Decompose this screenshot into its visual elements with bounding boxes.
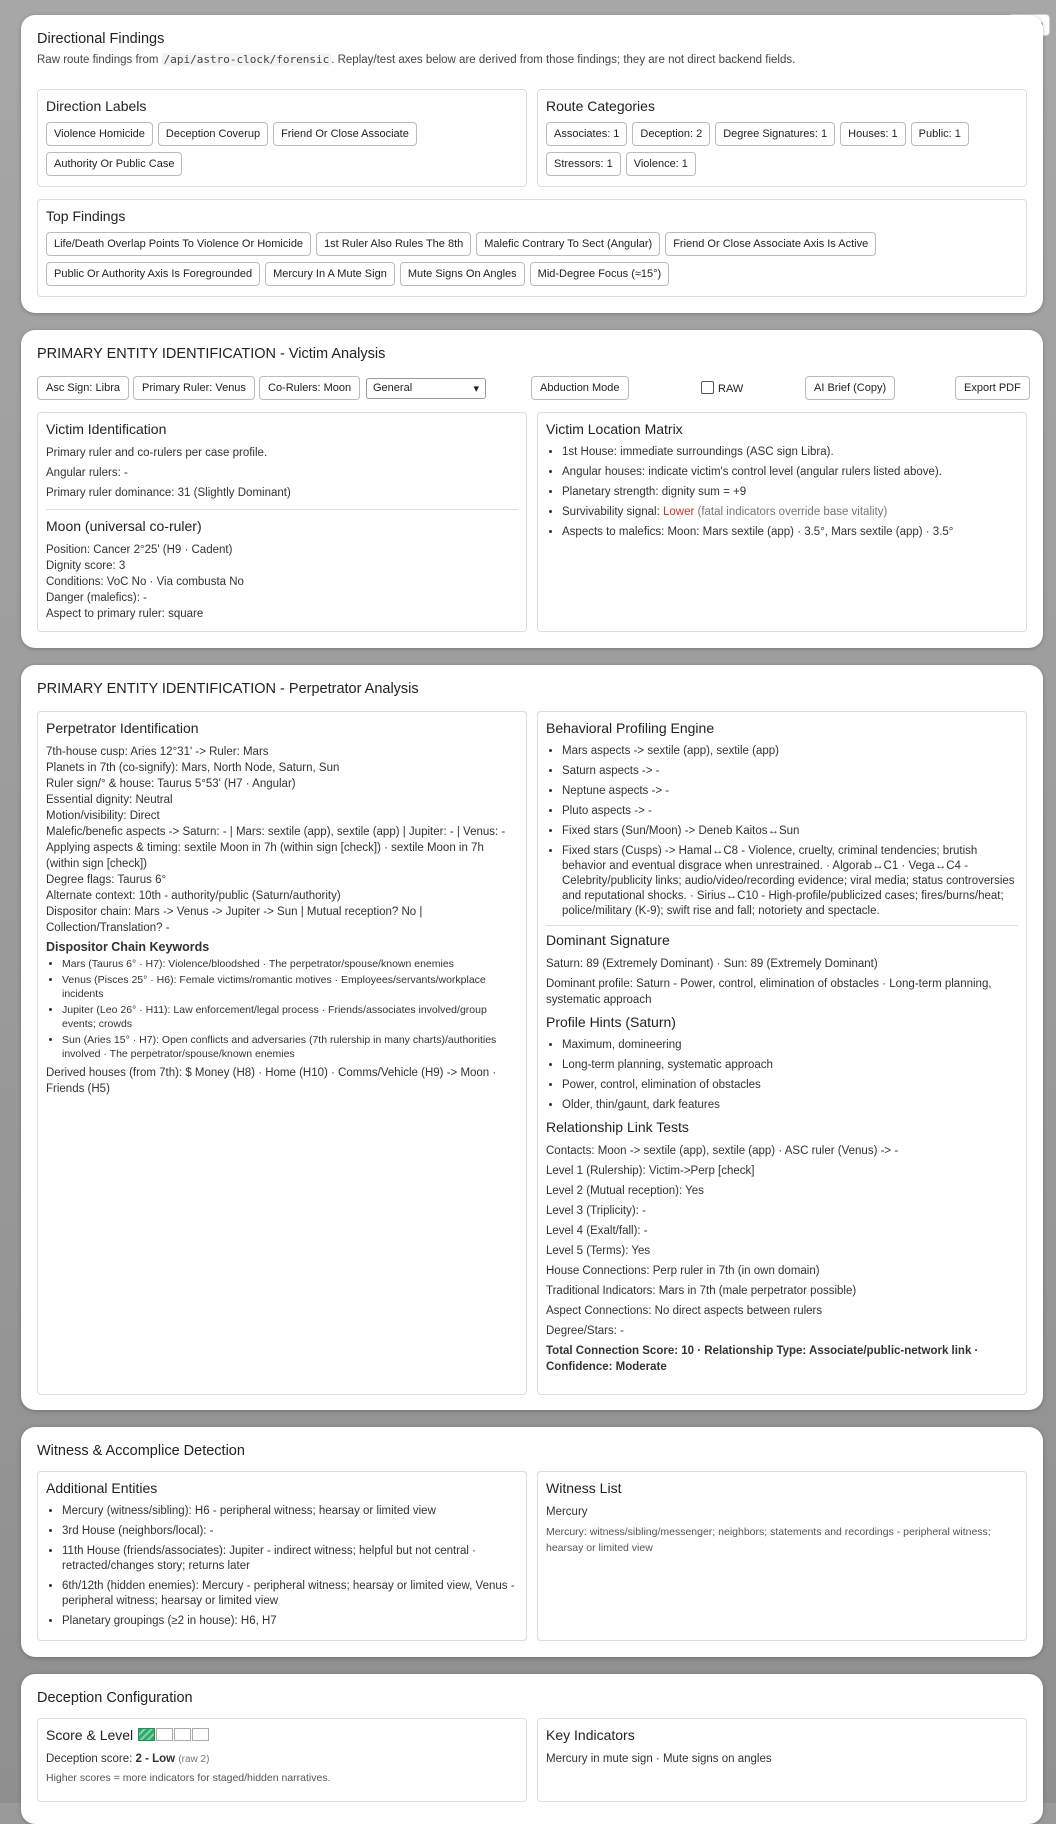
perp-line: 7th-house cusp: Aries 12°31' -> Ruler: Mars: [46, 746, 269, 758]
perp-line: Degree flags: Taurus 6°: [46, 874, 167, 886]
witness-title: Witness & Accomplice Detection: [37, 1443, 245, 1459]
location-title: Victim Location Matrix: [546, 421, 683, 437]
victim-ident-line: Primary ruler and co-rulers per case profile.: [46, 447, 268, 459]
relationship-title: Relationship Link Tests: [546, 1119, 689, 1135]
deception-title: Deception Configuration: [37, 1690, 193, 1706]
checkbox-icon: [701, 381, 714, 394]
moon-line: Danger (malefics): -: [46, 592, 147, 604]
relationship-line: Traditional Indicators: Mars in 7th (male perpetrator possible): [546, 1285, 857, 1297]
primary-ruler-chip[interactable]: Primary Ruler: Venus: [133, 376, 255, 400]
key-title: Key Indicators: [546, 1727, 635, 1743]
chain-list: [46, 957, 518, 1061]
relationship-line: Degree/Stars: -: [546, 1325, 624, 1337]
derived-houses: Derived houses (from 7th): $ Money (H8) · Home (H10) · Comms/Vehicle (H9) -> Moon · Friends (H5): [46, 1067, 497, 1095]
perp-line: Applying aspects & timing: sextile Moon in 7h (within sign [check]) · sextile Moon in 7h (within sign [check]): [46, 842, 484, 870]
co-rulers-chip[interactable]: Co-Rulers: Moon: [259, 376, 360, 400]
behavioral-list: [546, 744, 1018, 919]
top-finding-chip[interactable]: Malefic Contrary To Sect (Angular): [476, 232, 660, 256]
top-finding-chip[interactable]: Life/Death Overlap Points To Violence Or Homicide: [46, 232, 311, 256]
chain-item: • Sun (Aries 15° · H7): Open conflicts and adversaries (7th rulership in many charts)/authorities involved · The perpetrator/spouse/known enemies: [62, 1033, 518, 1061]
additional-item: • 6th/12th (hidden enemies): Mercury - peripheral witness; hearsay or limited view, Venus - peripheral witness; hearsay or limited view: [62, 1579, 518, 1609]
direction-label-chip[interactable]: Violence Homicide: [46, 122, 153, 146]
dominant-line: Saturn: 89 (Extremely Dominant) · Sun: 89 (Extremely Dominant): [546, 958, 878, 970]
behavioral-item: • Mars aspects -> sextile (app), sextile (app): [562, 744, 1018, 759]
behavioral-profiling-box: [537, 711, 1027, 1395]
witness-desc: Mercury: witness/sibling/messenger; neighbors; statements and recordings - peripheral witness; hearsay or limited view: [546, 1526, 991, 1554]
hint-item: • Power, control, elimination of obstacles: [562, 1078, 1018, 1093]
perp-line: Essential dignity: Neutral: [46, 794, 173, 806]
location-item: • Survivability signal: Lower (fatal indicators override base vitality): [562, 505, 1018, 520]
hint-item: • Long-term planning, systematic approach: [562, 1058, 1018, 1073]
score-title: Score & Level: [46, 1727, 518, 1743]
moon-line: Aspect to primary ruler: square: [46, 608, 204, 620]
ai-brief-button[interactable]: AI Brief (Copy): [805, 376, 895, 400]
hint-item: • Older, thin/gaunt, dark features: [562, 1098, 1018, 1113]
perp-line: Motion/visibility: Direct: [46, 810, 160, 822]
route-categories-title: Route Categories: [546, 98, 655, 114]
behavioral-item: • Fixed stars (Sun/Moon) -> Deneb Kaitos↔Sun: [562, 824, 1018, 839]
moon-title: Moon (universal co-ruler): [46, 518, 202, 534]
direction-labels-box: [37, 89, 527, 187]
perp-identification-box: [37, 711, 527, 1395]
behavioral-item: • Pluto aspects -> -: [562, 804, 1018, 819]
relationship-line: Level 1 (Rulership): Victim->Perp [check]: [546, 1165, 755, 1177]
location-item: • Aspects to malefics: Moon: Mars sextile (app) · 3.5°, Mars sextile (app) · 3.5°: [562, 525, 1018, 540]
top-findings-title: Top Findings: [46, 208, 126, 224]
level-segment: [138, 1728, 155, 1741]
behavioral-item: • Fixed stars (Cusps) -> Hamal↔C8 - Violence, cruelty, criminal tendencies; brutish behavior and eventual disgrace when unrestrained. · Algorab↔C1 · Vega↔C4 - Celebrity/publicity links; audio/video/recording evidence; viral media; status controversies and reputational shocks. · Sirius↔C10 - High-profile/publicized cases; fires/burns/heat; police/military (K-9); swift rise and fall; notoriety and spectacle.: [562, 844, 1018, 919]
perp-line: Dispositor chain: Mars -> Venus -> Jupiter -> Sun | Mutual reception? No | Collection/Translation? -: [46, 906, 423, 934]
dominant-profile: Dominant profile: Saturn - Power, control, elimination of obstacles · Long-term planning, systematic approach: [546, 978, 992, 1006]
chain-item: • Venus (Pisces 25° · H6): Female victims/romantic motives · Employees/servants/workplace incidents: [62, 973, 518, 1001]
perp-line: Ruler sign/° & house: Taurus 5°53' (H7 · Angular): [46, 778, 296, 790]
direction-label-chip[interactable]: Friend Or Close Associate: [273, 122, 417, 146]
route-category-chip[interactable]: Violence: 1: [626, 152, 696, 176]
route-categories-box: [537, 89, 1027, 187]
victim-identification-box: [37, 412, 527, 632]
relationship-line: Level 5 (Terms): Yes: [546, 1245, 651, 1257]
location-item: • 1st House: immediate surroundings (ASC sign Libra).: [562, 445, 1018, 460]
chevron-down-icon: ▾: [473, 383, 479, 395]
level-segment: [174, 1728, 191, 1741]
dominant-title: Dominant Signature: [546, 932, 670, 948]
top-finding-chip[interactable]: 1st Ruler Also Rules The 8th: [316, 232, 471, 256]
perp-line: Planets in 7th (co-signify): Mars, North Node, Saturn, Sun: [46, 762, 340, 774]
direction-labels-title: Direction Labels: [46, 98, 147, 114]
relationship-line: Level 3 (Triplicity): -: [546, 1205, 646, 1217]
deception-panel: [21, 1674, 1043, 1824]
directional-findings-panel: [21, 15, 1043, 313]
route-category-chip[interactable]: Stressors: 1: [546, 152, 621, 176]
score-level-meter: [137, 1727, 209, 1743]
hints-list: [546, 1038, 1018, 1113]
behavioral-item: • Saturn aspects -> -: [562, 764, 1018, 779]
top-finding-chip[interactable]: Public Or Authority Axis Is Foregrounded: [46, 262, 260, 286]
behavioral-item: • Neptune aspects -> -: [562, 784, 1018, 799]
witness-name: Mercury: [546, 1506, 588, 1518]
level-segment: [156, 1728, 173, 1741]
direction-label-chip[interactable]: Deception Coverup: [158, 122, 268, 146]
hints-title: Profile Hints (Saturn): [546, 1014, 676, 1030]
perpetrator-analysis-panel: [21, 665, 1043, 1410]
moon-line: Position: Cancer 2°25' (H9 · Cadent): [46, 544, 233, 556]
chain-item: • Jupiter (Leo 26° · H11): Law enforcement/legal process · Friends/associates involved/group events; crowds: [62, 1003, 518, 1031]
perp-line: Alternate context: 10th - authority/public (Saturn/authority): [46, 890, 341, 902]
profile-select[interactable]: General ▾: [366, 378, 486, 399]
relationship-line: Level 4 (Exalt/fall): -: [546, 1225, 648, 1237]
divider: [546, 925, 1018, 926]
moon-line: Conditions: VoC No · Via combusta No: [46, 576, 244, 588]
relationship-line: Level 2 (Mutual reception): Yes: [546, 1185, 704, 1197]
route-category-chip[interactable]: Public: 1: [911, 122, 969, 146]
perp-line: Malefic/benefic aspects -> Saturn: - | Mars: sextile (app), sextile (app) | Jupiter: - | Venus: -: [46, 826, 506, 838]
top-finding-chip[interactable]: Mute Signs On Angles: [400, 262, 525, 286]
relationship-total: Total Connection Score: 10 · Relationship Type: Associate/public-network link · Confidence: Moderate: [546, 1345, 979, 1373]
victim-location-box: [537, 412, 1027, 632]
top-finding-chip[interactable]: Friend Or Close Associate Axis Is Active: [665, 232, 876, 256]
route-category-chip[interactable]: Deception: 2: [632, 122, 710, 146]
victim-analysis-panel: [21, 330, 1043, 648]
additional-item: • 3rd House (neighbors/local): -: [62, 1524, 518, 1539]
relationship-line: House Connections: Perp ruler in 7th (in own domain): [546, 1265, 820, 1277]
additional-title: Additional Entities: [46, 1480, 158, 1496]
location-item: • Planetary strength: dignity sum = +9: [562, 485, 1018, 500]
relationship-line: Aspect Connections: No direct aspects between rulers: [546, 1305, 823, 1317]
top-findings-box: [37, 199, 1027, 297]
direction-label-chip[interactable]: Authority Or Public Case: [46, 152, 182, 176]
score-line: Deception score: 2 - Low (raw 2): [46, 1753, 210, 1765]
moon-line: Dignity score: 3: [46, 560, 126, 572]
perp-ident-title: Perpetrator Identification: [46, 720, 199, 736]
directional-subtitle: Raw route findings from /api/astro-clock/forensic . Replay/test axes below are derived from those findings; they are not direct backend fields.: [37, 53, 796, 66]
victim-title: PRIMARY ENTITY IDENTIFICATION - Victim Analysis: [37, 346, 386, 362]
additional-item: • Mercury (witness/sibling): H6 - peripheral witness; hearsay or limited view: [62, 1504, 518, 1519]
survivability-value: Lower: [662, 506, 695, 518]
route-category-chip[interactable]: Associates: 1: [546, 122, 627, 146]
additional-item: • Planetary groupings (≥2 in house): H6, H7: [62, 1614, 518, 1629]
key-line: Mercury in mute sign · Mute signs on angles: [546, 1753, 772, 1765]
abduction-mode-button[interactable]: Abduction Mode: [531, 376, 629, 400]
top-finding-chip[interactable]: Mercury In A Mute Sign: [265, 262, 395, 286]
additional-list: [46, 1504, 518, 1629]
score-level-box: [37, 1718, 527, 1802]
top-findings-list: [46, 232, 1018, 286]
location-item: • Angular houses: indicate victim's control level (angular rulers listed above).: [562, 465, 1018, 480]
hint-item: • Maximum, domineering: [562, 1038, 1018, 1053]
directional-title: Directional Findings: [37, 31, 165, 47]
victim-ident-title: Victim Identification: [46, 421, 167, 437]
behavioral-title: Behavioral Profiling Engine: [546, 720, 715, 736]
victim-ident-line: Primary ruler dominance: 31 (Slightly Dominant): [46, 487, 291, 499]
additional-item: • 11th House (friends/associates): Jupiter - indirect witness; helpful but not central · retracted/changes story; returns later: [62, 1544, 518, 1574]
route-categories-list: [546, 122, 1018, 176]
score-note: Higher scores = more indicators for staged/hidden narratives.: [46, 1772, 331, 1784]
perp-title: PRIMARY ENTITY IDENTIFICATION - Perpetrator Analysis: [37, 681, 419, 697]
level-segment: [192, 1728, 209, 1741]
raw-checkbox[interactable]: RAW: [701, 381, 743, 395]
route-category-chip[interactable]: Houses: 1: [840, 122, 906, 146]
divider: [46, 509, 518, 510]
location-list: [546, 445, 1018, 540]
key-indicators-box: [537, 1718, 1027, 1802]
route-category-chip[interactable]: Degree Signatures: 1: [715, 122, 835, 146]
witness-list-box: [537, 1471, 1027, 1641]
asc-sign-chip[interactable]: Asc Sign: Libra: [37, 376, 129, 400]
additional-entities-box: [37, 1471, 527, 1641]
chain-item: • Mars (Taurus 6° · H7): Violence/bloodshed · The perpetrator/spouse/known enemies: [62, 957, 518, 971]
export-pdf-button[interactable]: Export PDF: [955, 376, 1030, 400]
chain-title: Dispositor Chain Keywords: [46, 940, 210, 954]
top-finding-chip[interactable]: Mid-Degree Focus (≈15°): [530, 262, 670, 286]
victim-ident-line: Angular rulers: -: [46, 467, 128, 479]
witness-list-title: Witness List: [546, 1480, 622, 1496]
direction-labels-list: [46, 122, 518, 176]
witness-panel: [21, 1427, 1043, 1657]
relationship-line: Contacts: Moon -> sextile (app), sextile (app) · ASC ruler (Venus) -> -: [546, 1145, 899, 1157]
